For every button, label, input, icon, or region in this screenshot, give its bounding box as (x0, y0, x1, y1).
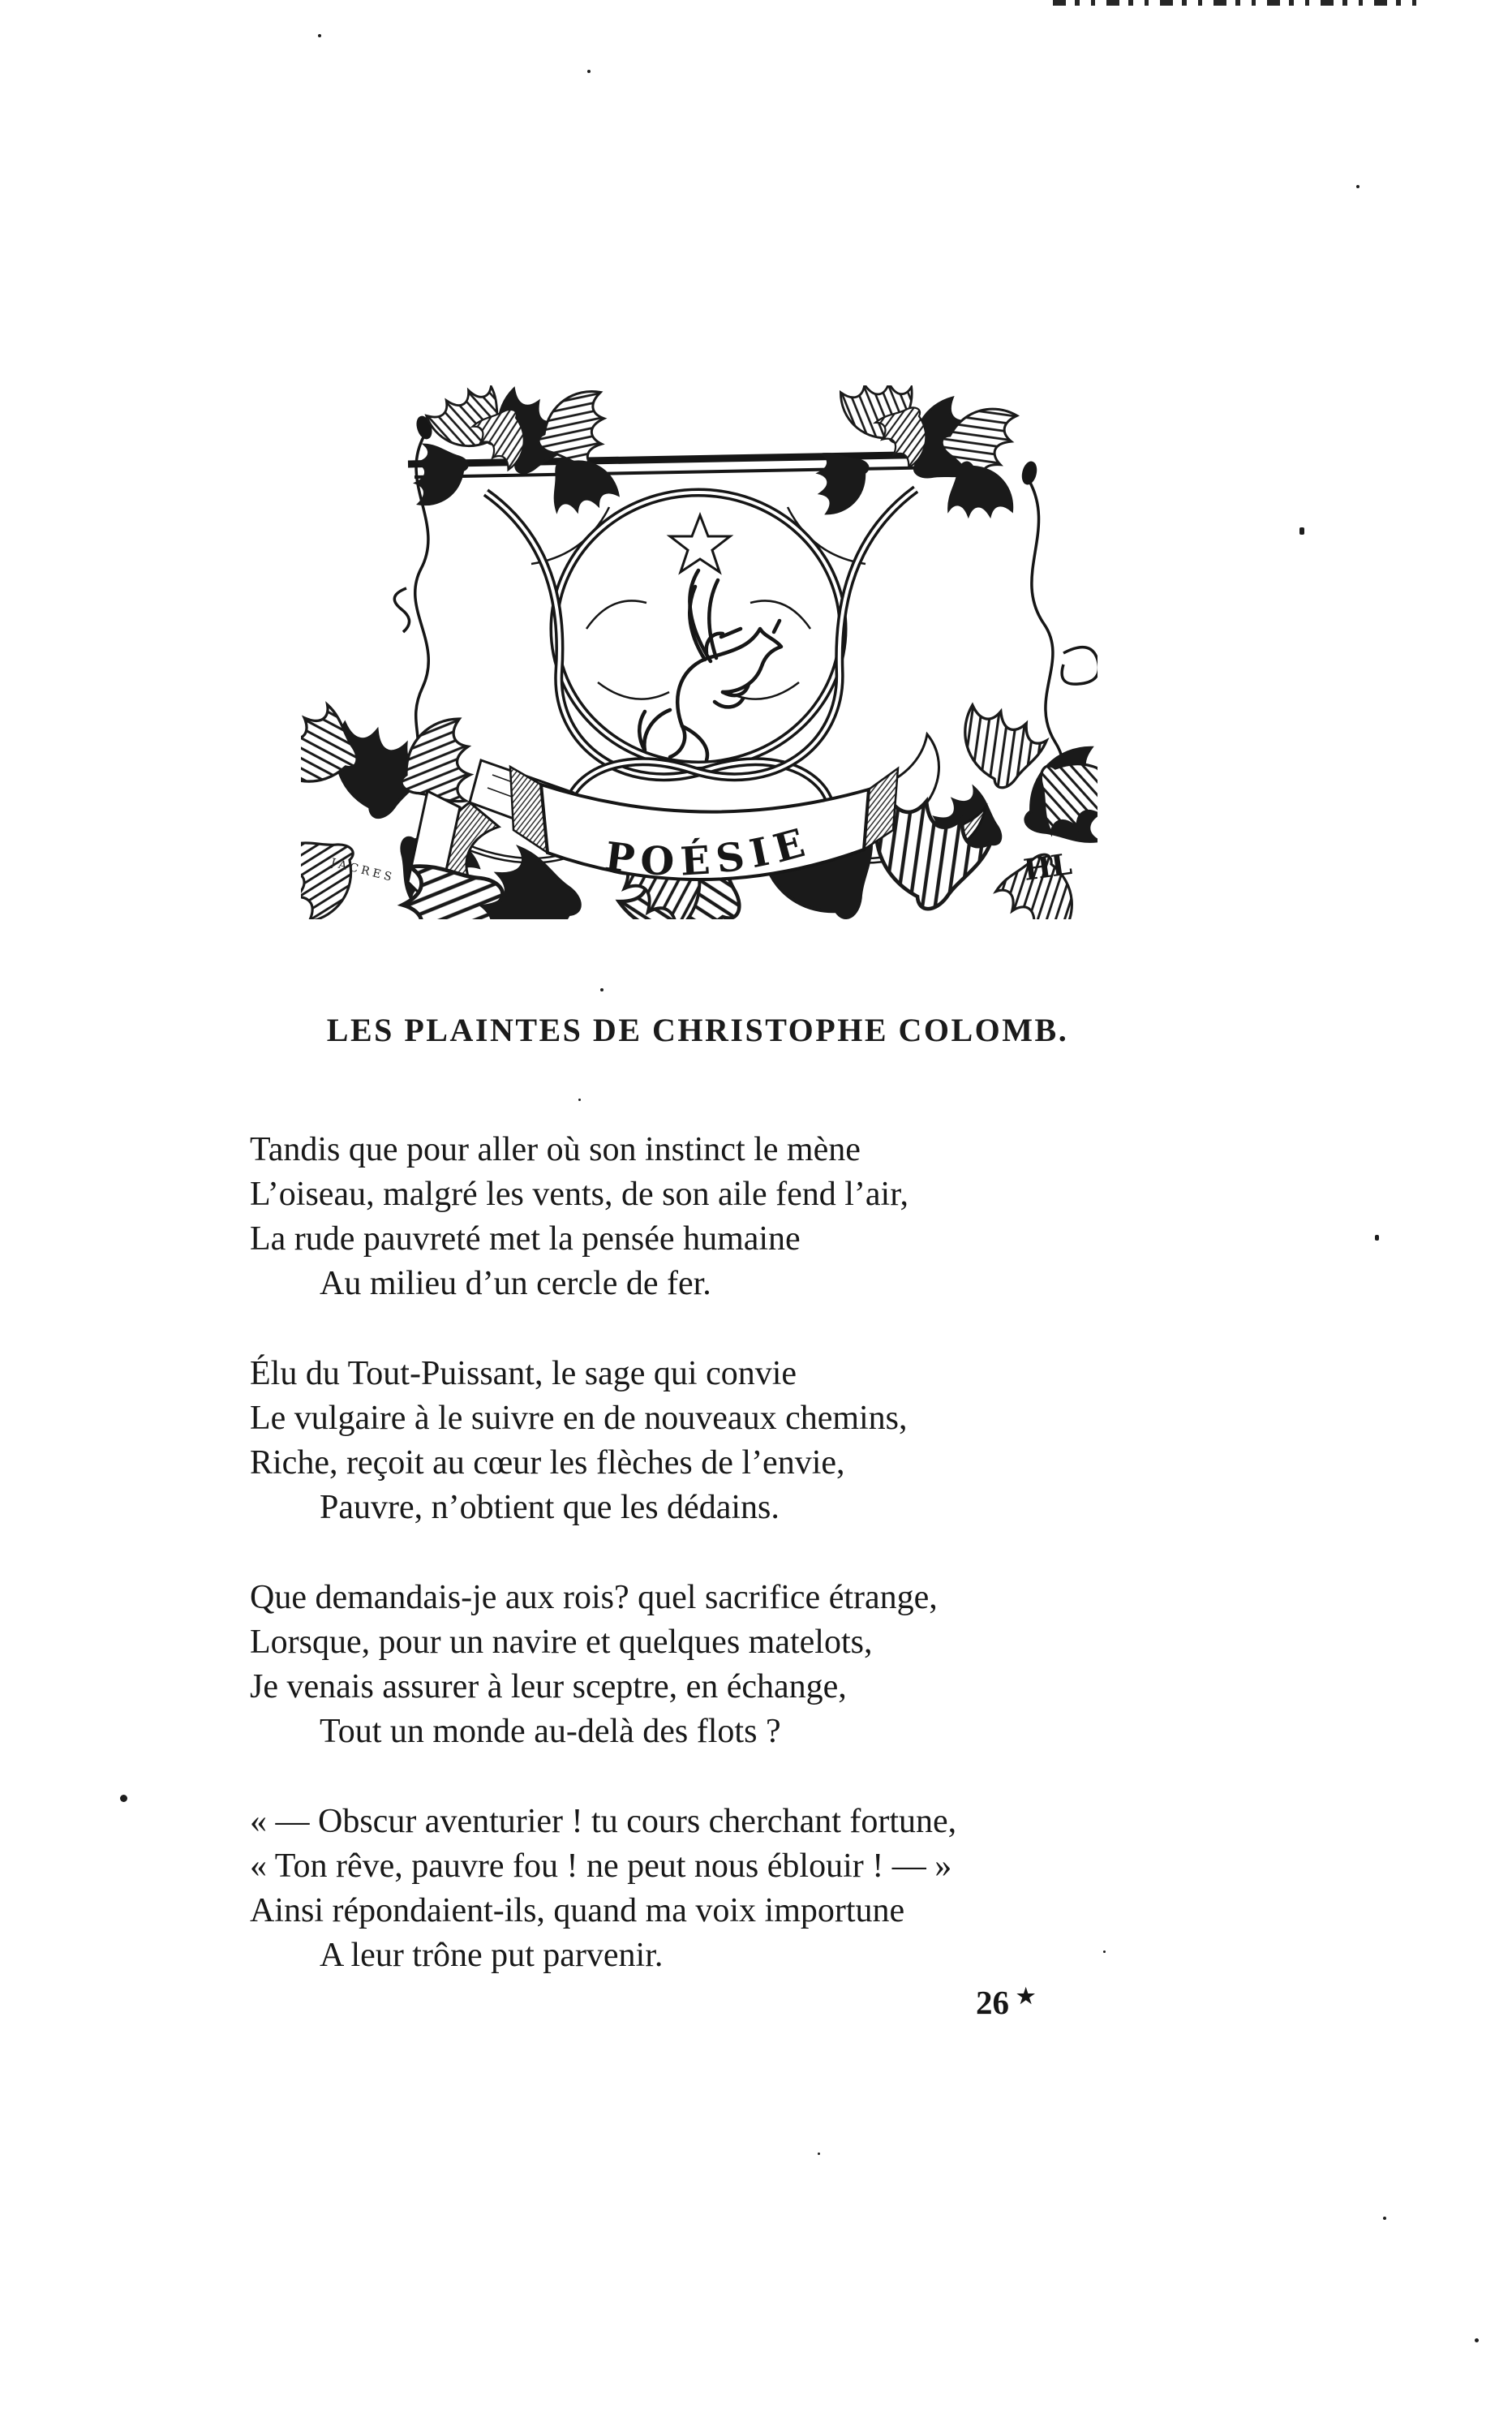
pegasus-figure-icon (639, 570, 781, 760)
poem-line: « Ton rêve, pauvre fou ! ne peut nous éblouir ! — » (250, 1847, 952, 1885)
poem-line: Tandis que pour aller où son instinct le mène (250, 1131, 861, 1168)
stanza (250, 1576, 1264, 1754)
poem-title: LES PLAINTES DE CHRISTOPHE COLOMB. (326, 1012, 1069, 1048)
poem (250, 1128, 1264, 2024)
stanza (250, 1128, 1264, 1306)
engraver-signature: JACRES (329, 856, 397, 885)
banner-text: POÉSIE (602, 818, 817, 885)
star-ornament-icon (670, 515, 730, 572)
scan-speck (818, 2153, 820, 2155)
corner-foliage-top-right (797, 385, 1038, 540)
scan-speck (318, 34, 321, 37)
scan-speck (1356, 185, 1360, 188)
poem-line: Ainsi répondaient-ils, quand ma voix importune (250, 1892, 905, 1929)
headpiece-ornament (301, 385, 1097, 919)
scan-edge-artifact (1053, 0, 1416, 6)
scan-speck (600, 988, 604, 991)
scan-speck (1299, 527, 1304, 535)
stanza (250, 1352, 1264, 1530)
page-number: 26 (976, 1984, 1009, 2021)
artist-monogram: HL (1021, 847, 1075, 888)
stanza (250, 1800, 1264, 1978)
poem-line: Pauvre, n’obtient que les dédains. (320, 1489, 780, 1526)
star-glyph: ★ (1016, 1985, 1036, 2008)
poem-line: « — Obscur aventurier ! tu cours cherchant fortune, (250, 1803, 957, 1840)
poem-line: La rude pauvreté met la pensée humaine (250, 1220, 801, 1258)
poem-line: Au milieu d’un cercle de fer. (320, 1265, 711, 1302)
page-signature-mark (976, 1983, 1035, 2022)
poem-line: Que demandais-je aux rois? quel sacrifice étrange, (250, 1579, 938, 1616)
scan-speck (587, 70, 591, 73)
poem-line: A leur trône put parvenir. (320, 1937, 664, 1974)
scan-speck (578, 1099, 581, 1101)
poem-line: Lorsque, pour un navire et quelques matelots, (250, 1624, 873, 1661)
scan-speck (1375, 1235, 1379, 1241)
poem-line: Tout un monde au-delà des flots ? (320, 1713, 781, 1750)
poem-line: L’oiseau, malgré les vents, de son aile fend l’air, (250, 1176, 909, 1213)
poem-line: Je venais assurer à leur sceptre, en échange, (250, 1668, 847, 1705)
scan-speck (1383, 2217, 1386, 2220)
poem-line: Le vulgaire à le suivre en de nouveaux chemins, (250, 1400, 908, 1437)
poem-line: Élu du Tout-Puissant, le sage qui convie (250, 1355, 797, 1392)
poem-line: Riche, reçoit au cœur les flèches de l’envie, (250, 1444, 845, 1482)
scan-speck (120, 1795, 127, 1802)
scan-speck (1475, 2338, 1479, 2342)
